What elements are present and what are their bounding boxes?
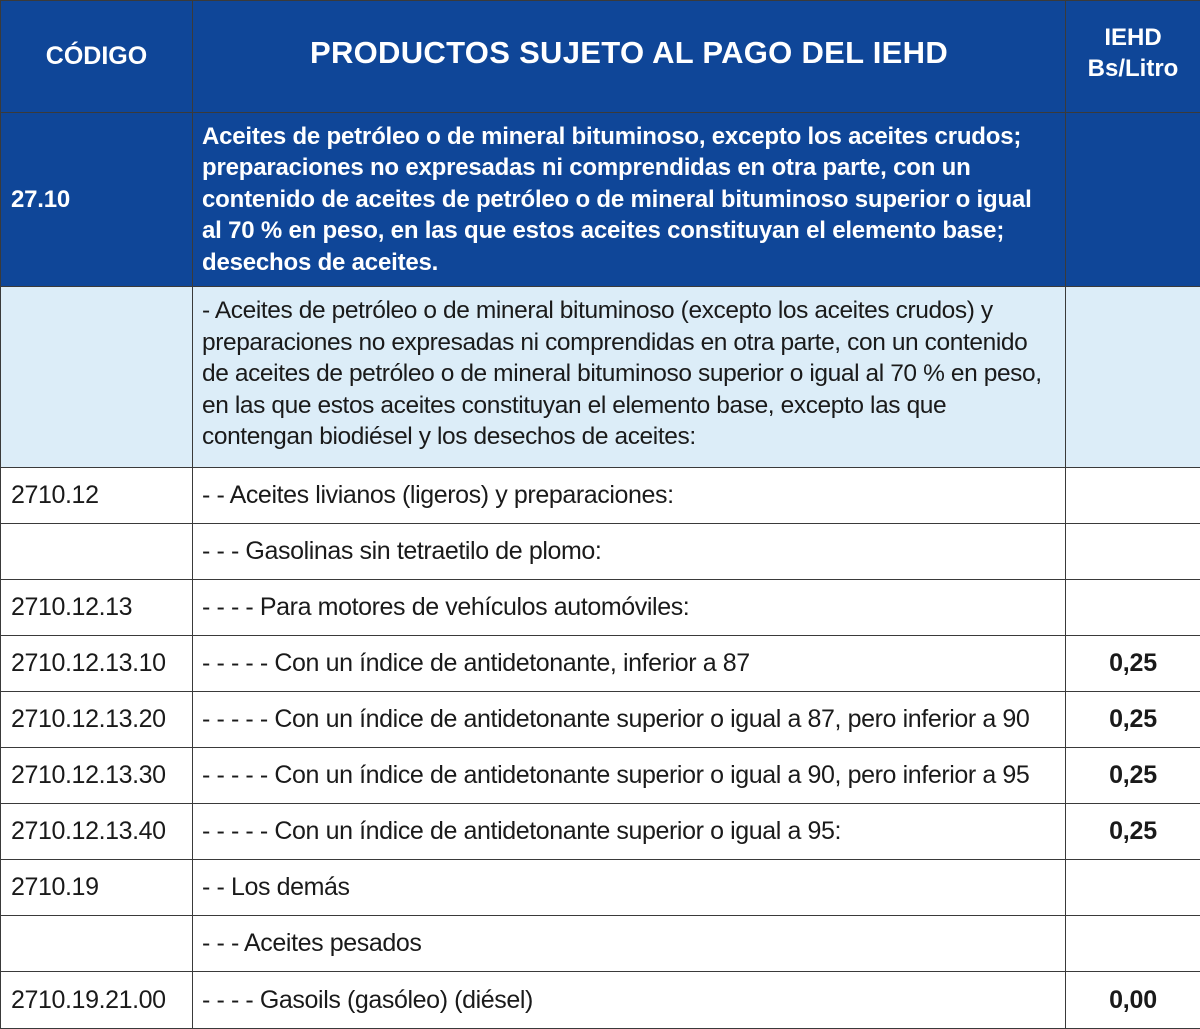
- row-code: 2710.12: [1, 468, 193, 524]
- header-title: PRODUCTOS SUJETO AL PAGO DEL IEHD: [193, 1, 1066, 113]
- row-tax: [1066, 860, 1200, 916]
- row-description: - - - Gasolinas sin tetraetilo de plomo:: [193, 524, 1066, 580]
- row-code: [1, 524, 193, 580]
- row-description: - - Los demás: [193, 860, 1066, 916]
- row-code: 2710.12.13.10: [1, 636, 193, 692]
- table-row: [1, 748, 1200, 804]
- row-description: - - - - - Con un índice de antidetonante, inferior a 87: [193, 636, 1066, 692]
- subheading-tax: [1066, 287, 1200, 468]
- row-tax: 0,25: [1066, 636, 1200, 692]
- table-row: [1, 636, 1200, 692]
- subheading-description: - Aceites de petróleo o de mineral bituminoso (excepto los aceites crudos) y preparaciones no expresadas ni comprendidas en otra parte, con un contenido de aceites de petróleo o de mineral bituminoso superior o igual al 70 % en peso, en las que estos aceites constituyan el elemento base, excepto las que contengan biodiésel y los desechos de aceites:: [193, 287, 1066, 468]
- header-unit-line1: IEHD: [1066, 22, 1200, 53]
- row-description: - - - - Para motores de vehículos automóviles:: [193, 580, 1066, 636]
- subheading-row: [1, 287, 1200, 468]
- row-code: 2710.19.21.00: [1, 972, 193, 1029]
- table-row: [1, 580, 1200, 636]
- row-code: 2710.12.13.40: [1, 804, 193, 860]
- table-row: [1, 524, 1200, 580]
- section-row: [1, 113, 1200, 287]
- subheading-code: [1, 287, 193, 468]
- row-description: - - - Aceites pesados: [193, 916, 1066, 972]
- section-tax: [1066, 113, 1200, 287]
- row-description: - - - - Gasoils (gasóleo) (diésel): [193, 972, 1066, 1029]
- table-row: [1, 692, 1200, 748]
- header-code: CÓDIGO: [1, 1, 193, 113]
- row-tax: 0,25: [1066, 748, 1200, 804]
- row-tax: [1066, 916, 1200, 972]
- table-row: [1, 916, 1200, 972]
- row-description: - - - - - Con un índice de antidetonante superior o igual a 95:: [193, 804, 1066, 860]
- row-code: 2710.12.13.20: [1, 692, 193, 748]
- section-description: Aceites de petróleo o de mineral bituminoso, excepto los aceites crudos; preparaciones no expresadas ni comprendidas en otra parte, con un contenido de aceites de petróleo o de mineral bituminoso superior o igual al 70 % en peso, en las que estos aceites constituyan el elemento base; desechos de aceites.: [193, 113, 1066, 287]
- row-code: 2710.12.13: [1, 580, 193, 636]
- row-tax: [1066, 524, 1200, 580]
- table-row: [1, 804, 1200, 860]
- table-header-row: [1, 1, 1200, 113]
- row-description: - - - - - Con un índice de antidetonante superior o igual a 87, pero inferior a 90: [193, 692, 1066, 748]
- row-tax: 0,25: [1066, 804, 1200, 860]
- table-row: [1, 972, 1200, 1029]
- row-tax: 0,00: [1066, 972, 1200, 1029]
- row-tax: [1066, 580, 1200, 636]
- header-unit-line2: Bs/Litro: [1066, 53, 1200, 84]
- row-tax: [1066, 468, 1200, 524]
- header-unit: [1066, 1, 1200, 113]
- row-description: - - Aceites livianos (ligeros) y preparaciones:: [193, 468, 1066, 524]
- table-row: [1, 860, 1200, 916]
- section-code: 27.10: [1, 113, 193, 287]
- row-code: 2710.19: [1, 860, 193, 916]
- table-row: [1, 468, 1200, 524]
- row-tax: 0,25: [1066, 692, 1200, 748]
- row-code: 2710.12.13.30: [1, 748, 193, 804]
- row-description: - - - - - Con un índice de antidetonante superior o igual a 90, pero inferior a 95: [193, 748, 1066, 804]
- row-code: [1, 916, 193, 972]
